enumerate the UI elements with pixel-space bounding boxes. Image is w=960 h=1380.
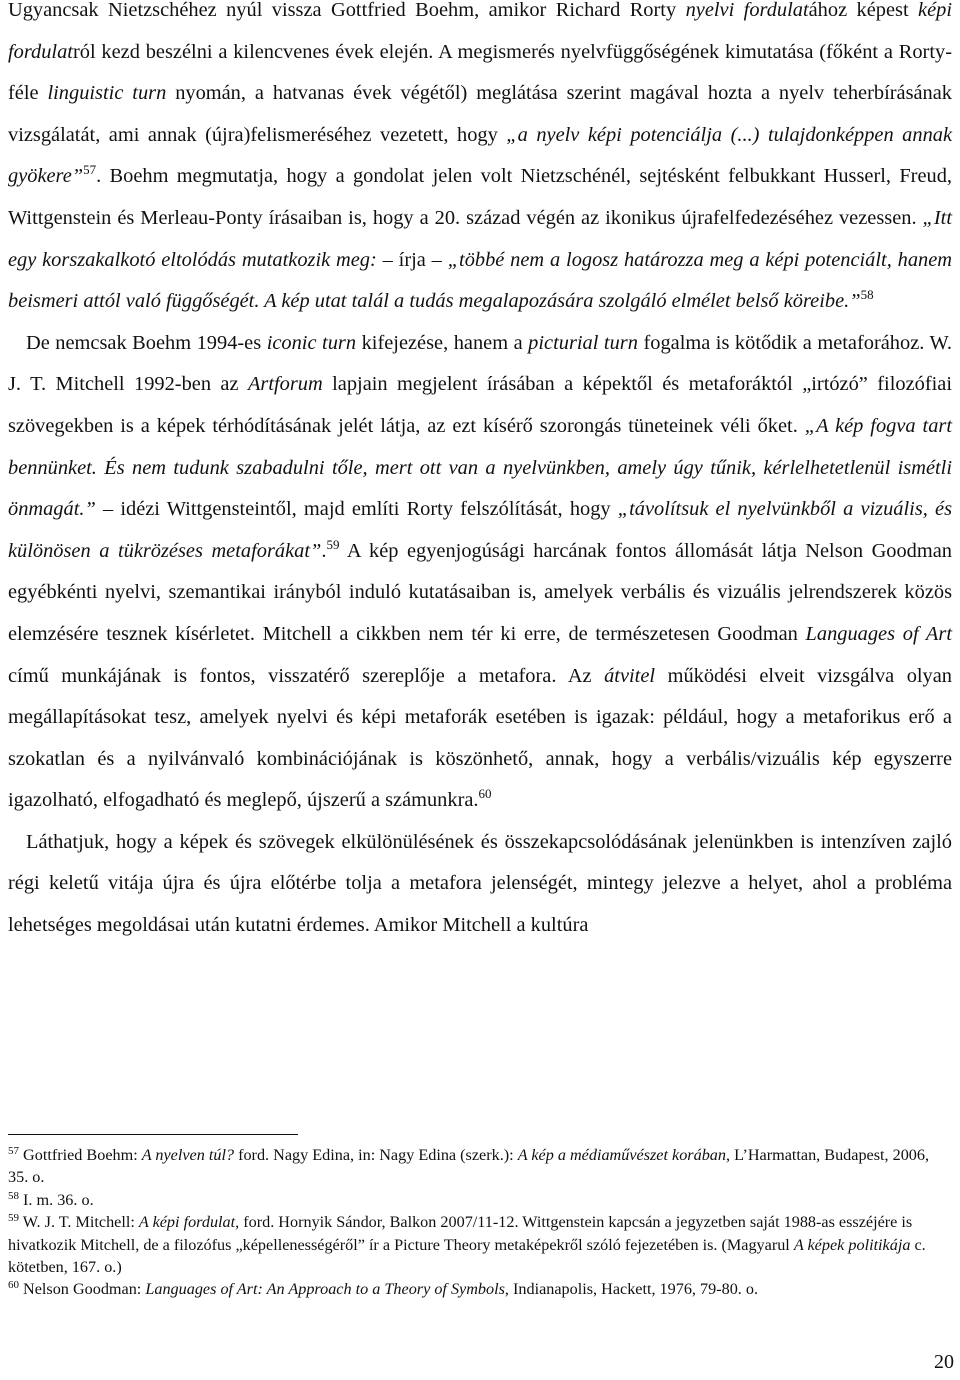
text-run: nyomán, a hatvanas évek végétől) meglátása szerint magával hozta a nyelv teherbírásának vizsgálatát, ami annak (újra)felismeréséhez vezetett, hogy [8,82,952,146]
italic-run: A képi fordulat [138,1213,236,1232]
footnote-ref-57[interactable]: 57 [83,162,97,178]
footnote-57 [8,1144,952,1189]
text-run: – idézi Wittgensteintől, majd említi Rorty felszólítását, hogy [95,498,618,521]
text-run: , L’Harmattan, Budapest, 2006, 35. o. [8,1146,930,1187]
text-run: ához képest [808,0,919,21]
italic-run: Artforum [247,373,323,396]
footnote-ref-59[interactable]: 59 [326,536,340,552]
text-run: W. J. T. Mitchell: [19,1213,139,1232]
body-text [8,0,952,947]
footnote-58 [8,1189,952,1211]
text-run: . [321,539,327,562]
italic-run: átvitel [604,664,656,687]
text-run: Ugyancsak Nietzschéhez nyúl vissza Gottfried Boehm, amikor Richard Rorty [8,0,686,21]
text-run: lapjain megjelent írásában a képektől és metaforáktól „irtózó” filozófiai szövegekben is a képek térhódításának jelét látja, az ezt kísérő szorongás tüneteinek véli őket. [8,373,952,437]
italic-run: linguistic turn [47,82,167,105]
text-run: , ford. Hornyik Sándor, Balkon 2007/11-12. Wittgenstein kapcsán a jegyzetben saját 1988-as esszéjére is hivatkozik Mitchell, de a filozófus „képellenességéről” ír a Picture Theory metaképekről szóló fejezetében is. (Magyarul [8,1213,913,1254]
text-run: Gottfried Boehm: [19,1146,142,1164]
footnote-59 [8,1211,952,1278]
text-run: működési elveit vizsgálva olyan megállapításokat tesz, amelyek nyelvi és képi metaforák esetében is igazak: például, hogy a metaforikus erő a szokatlan és a nyilvánvaló kombinációjának is köszönhető, annak, hogy a verbális/vizuális kép egyszerre igazolható, elfogadható és meglepő, újszerű a számunkra. [8,664,952,812]
text-run: A kép egyenjogúsági harcának fontos állomását látja Nelson Goodman egyébkénti nyelvi, szemantikai irányból induló kutatásaiban is, amelyek verbális és vizuális jelrendszerek közös elemzésére tesznek kísérletet. Mitchell a cikkben nem tér ki erre, de természetesen Goodman [8,539,952,645]
paragraph-3 [8,822,952,947]
italic-run: A képek politikája [793,1235,911,1254]
text-run: I. m. 36. o. [19,1190,94,1209]
text-run: Láthatjuk, hogy a képek és szövegek elkülönülésének és összekapcsolódásának jelenünkben is intenzíven zajló régi keletű vitája újra és újra előtérbe tolja a metafora jelenségét, mintegy jelezve a helyet, ahol a probléma lehetséges megoldásai után kutatni érdemes. Amikor Mitchell a kultúra [8,830,952,937]
footnote-number: 58 [8,1189,19,1202]
footnote-ref-58[interactable]: 58 [860,287,874,303]
text-run: ford. Nagy Edina, in: Nagy Edina (szerk.): [234,1146,518,1164]
footnote-separator [8,1134,298,1135]
italic-run: „Itt egy korszakalkotó eltolódás mutatkozik meg: [8,206,952,271]
text-run: De nemcsak Boehm 1994-es [26,331,267,354]
text-run: Nelson Goodman: [19,1280,146,1299]
italic-run: iconic turn [266,331,357,354]
text-run: ról kezd beszélni a kilencvenes évek elején. A megismerés nyelvfüggőségének kimutatása (főként a Rorty-féle [8,40,952,105]
italic-run: A kép a médiaművészet korában [517,1146,726,1164]
italic-run: „A kép fogva tart bennünket. És nem tudunk szabadulni tőle, mert ott van a nyelvünkben, amely úgy tűnik, kérlelhetetlenül ismétli önmagát.” [8,414,952,521]
text-run: című munkájának is fontos, visszatérő szereplője a metafora. Az [8,664,605,687]
footnotes [8,1144,952,1301]
paragraph-2 [8,323,952,822]
italic-run: képi fordulat [8,0,953,63]
text-run: . Boehm megmutatja, hogy a gondolat jelen volt Nietzschénél, sejtésként felbukkant Husserl, Freud, Wittgenstein és Merleau-Ponty írásaiban is, hogy a 20. század végén az ikonikus újrafelfedezéséhez vezessen. [8,165,952,229]
italic-run: nyelvi fordulat [685,0,809,21]
text-run: – írja – [376,248,448,271]
text-run: kifejezése, hanem a [356,331,529,354]
italic-run: „a nyelv képi potenciálja (...) tulajdonképpen annak gyökere” [8,123,953,188]
text-run: fogalma is kötődik a metaforához. W. J. T. Mitchell 1992-ben az [8,331,952,396]
footnote-number: 60 [8,1279,19,1292]
footnote-60 [8,1278,952,1300]
paragraph-1 [8,0,952,323]
italic-run: Languages of Art: An Approach to a Theory of Symbols [145,1280,505,1299]
italic-run: Languages of Art [805,622,952,645]
page-number: 20 [934,1351,954,1373]
text-run: c. kötetben, 167. o.) [8,1235,926,1277]
footnote-number: 57 [8,1145,19,1157]
italic-run: „többé nem a logosz határozza meg a képi potenciált, hanem beismeri attól való függőségét. A kép utat talál a tudás megalapozására szolgáló elmélet belső köreibe.” [8,248,952,313]
footnote-number: 59 [8,1212,19,1225]
text-run: , Indianapolis, Hackett, 1976, 79-80. o. [504,1280,759,1299]
italic-run: A nyelven túl? [141,1146,235,1164]
italic-run: „távolítsuk el nyelvünkből a vizuális, és különösen a tükrözéses metaforákat” [8,498,952,562]
footnote-ref-60[interactable]: 60 [478,786,492,802]
italic-run: picturial turn [528,331,638,354]
